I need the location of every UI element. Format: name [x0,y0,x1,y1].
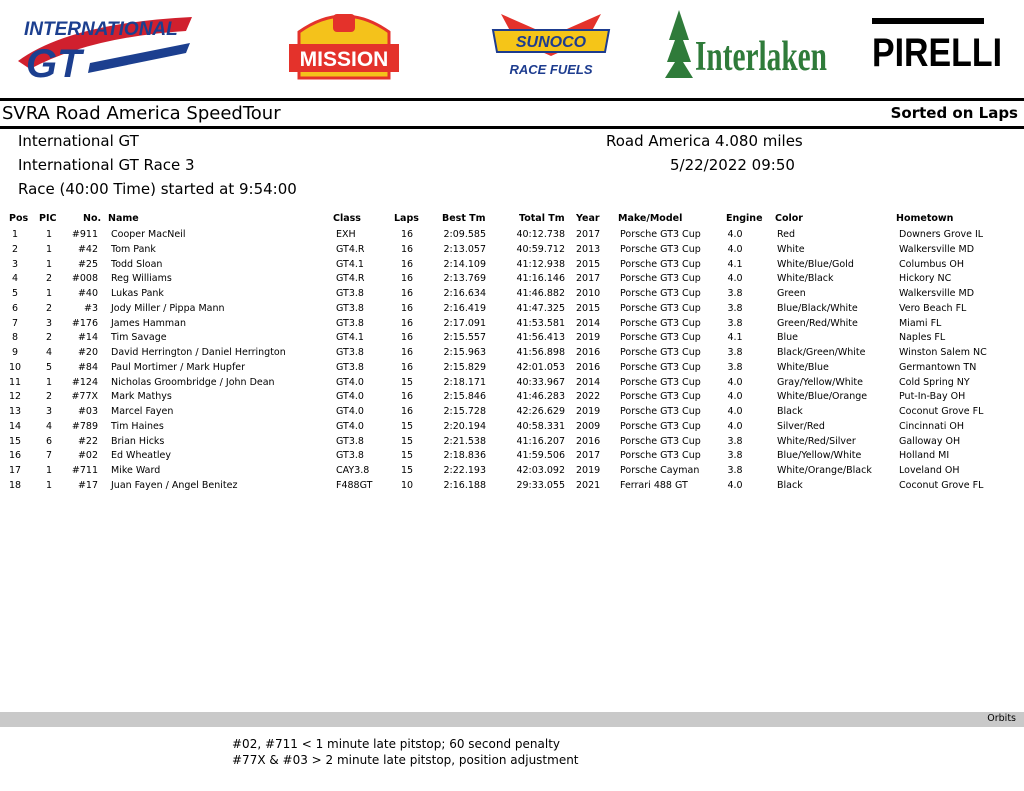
cell-no: #84 [77,361,98,373]
cell-no: #77X [71,391,98,403]
cell-pos: 2 [11,243,19,255]
cell-make: Porsche GT3 Cup [620,288,701,299]
cell-hometown: Vero Beach FL [899,302,967,314]
col-header-class: Class [333,213,361,224]
cell-best: 2:15.846 [443,391,486,403]
cell-make: Porsche GT3 Cup [620,450,701,462]
cell-engine: 3.8 [727,435,743,447]
cell-best: 2:18.171 [443,376,486,388]
cell-engine: 3.8 [727,347,743,358]
cell-make: Porsche Cayman [620,465,700,476]
cell-class: GT3.8 [336,361,364,373]
cell-hometown: Winston Salem NC [899,347,987,358]
cell-pos: 7 [11,317,19,329]
cell-no: #42 [77,243,98,255]
cell-laps: 16 [400,332,414,344]
cell-best: 2:09.585 [443,229,486,240]
cell-best: 2:15.728 [443,406,486,417]
cell-make: Porsche GT3 Cup [620,317,701,329]
race-start: Race (40:00 Time) started at 9:54:00 [18,180,297,198]
cell-pos: 17 [8,465,22,476]
cell-hometown: Put-In-Bay OH [899,391,966,403]
sunoco-logo-sub: RACE FUELS [509,62,593,77]
cell-class: GT3.8 [336,450,364,462]
cell-pos: 6 [11,302,19,314]
cell-year: 2016 [576,435,601,447]
cell-hometown: Cold Spring NY [899,376,970,388]
cell-total: 41:47.325 [516,302,565,314]
cell-no: #17 [77,479,98,491]
interlaken-logo [665,0,830,86]
cell-hometown: Walkersville MD [899,288,975,299]
table-row [0,332,1024,347]
cell-make: Porsche GT3 Cup [620,376,701,388]
cell-laps: 15 [400,450,414,462]
cell-total: 42:03.092 [516,465,565,476]
cell-hometown: Naples FL [899,332,946,344]
table-row [0,450,1024,465]
cell-year: 2021 [576,479,601,491]
cell-best: 2:16.188 [443,479,486,491]
cell-pos: 1 [11,229,19,240]
race-name: International GT Race 3 [18,156,195,174]
cell-no: #22 [77,435,98,447]
col-header-pos: Pos [9,213,29,224]
cell-best: 2:16.419 [443,302,486,314]
cell-total: 40:58.331 [516,420,565,432]
cell-name: Mike Ward [111,465,161,476]
cell-pic: 2 [45,273,53,285]
cell-year: 2014 [576,317,601,329]
cell-engine: 4.0 [727,243,743,255]
cell-color: White/Blue/Orange [777,391,868,403]
table-row [0,421,1024,436]
cell-color: Blue [777,332,799,344]
cell-pic: 1 [45,479,53,491]
cell-engine: 3.8 [727,361,743,373]
cell-no: #124 [71,376,98,388]
cell-color: Silver/Red [777,420,825,432]
cell-pic: 4 [45,347,53,358]
cell-name: James Hamman [111,317,187,329]
cell-engine: 4.0 [727,391,743,403]
cell-pic: 1 [45,258,53,270]
cell-best: 2:17.091 [443,317,486,329]
cell-pos: 8 [11,332,19,344]
col-header-make-model: Make/Model [618,213,683,224]
cell-engine: 4.0 [727,479,743,491]
cell-name: Brian Hicks [111,435,165,447]
col-header-best-time: Best Tm [442,213,486,224]
cell-color: Blue/Black/White [777,302,858,314]
cell-no: #03 [77,406,98,417]
cell-name: Reg Williams [111,273,172,285]
cell-hometown: Coconut Grove FL [899,479,984,491]
cell-color: White/Orange/Black [777,465,872,476]
cell-pic: 2 [45,391,53,403]
cell-color: Gray/Yellow/White [777,376,863,388]
cell-class: CAY3.8 [336,465,370,476]
cell-best: 2:21.538 [443,435,486,447]
cell-total: 42:01.053 [516,361,565,373]
cell-no: #14 [77,332,98,344]
cell-name: Paul Mortimer / Mark Hupfer [111,361,246,373]
cell-color: Green/Red/White [777,317,858,329]
cell-laps: 16 [400,406,414,417]
cell-laps: 16 [400,229,414,240]
cell-best: 2:15.963 [443,347,486,358]
cell-laps: 10 [400,479,414,491]
cell-hometown: Columbus OH [899,258,965,270]
cell-class: GT4.1 [336,258,364,270]
cell-make: Porsche GT3 Cup [620,302,701,314]
cell-class: GT4.0 [336,406,364,417]
table-row [0,259,1024,274]
track-name: Road America 4.080 miles [606,132,803,150]
cell-year: 2019 [576,332,601,344]
cell-laps: 16 [400,361,414,373]
cell-laps: 16 [400,347,414,358]
cell-total: 41:16.146 [516,273,565,285]
cell-laps: 15 [400,376,414,388]
penalty-note-2: #77X & #03 > 2 minute late pitstop, position adjustment [232,753,579,767]
cell-year: 2015 [576,302,601,314]
cell-best: 2:15.557 [443,332,486,344]
cell-class: GT4.1 [336,332,364,344]
cell-pic: 1 [45,229,53,240]
cell-name: Mark Mathys [111,391,172,403]
cell-laps: 15 [400,465,414,476]
cell-engine: 4.0 [727,420,743,432]
pirelli-logo [870,0,1008,86]
cell-pos: 16 [8,450,22,462]
cell-no: #20 [77,347,98,358]
cell-year: 2009 [576,420,601,432]
mission-logo-text: MISSION [299,48,389,71]
cell-hometown: Germantown TN [899,361,977,373]
cell-hometown: Downers Grove IL [899,229,984,240]
cell-total: 41:59.506 [516,450,565,462]
footer-bar [0,712,1024,727]
cell-laps: 16 [400,302,414,314]
international-gt-logo [10,0,200,86]
cell-best: 2:13.769 [443,273,486,285]
cell-class: GT4.R [336,273,365,285]
cell-name: Todd Sloan [111,258,163,270]
table-row [0,273,1024,288]
cell-total: 41:53.581 [516,317,565,329]
col-header-pic: PIC [39,213,57,224]
cell-total: 42:26.629 [516,406,565,417]
table-row [0,391,1024,406]
cell-class: GT3.8 [336,317,364,329]
cell-class: GT3.8 [336,435,364,447]
penalty-note-1: #02, #711 < 1 minute late pitstop; 60 second penalty [232,737,560,751]
cell-engine: 4.0 [727,273,743,285]
cell-name: Tom Pank [111,243,156,255]
table-row [0,436,1024,451]
cell-hometown: Walkersville MD [899,243,975,255]
cell-year: 2019 [576,406,601,417]
cell-laps: 16 [400,391,414,403]
cell-no: #911 [71,229,98,240]
cell-color: Black [777,479,803,491]
cell-class: EXH [336,229,356,240]
cell-year: 2017 [576,273,601,285]
cell-pic: 1 [45,465,53,476]
cell-pos: 5 [11,288,19,299]
table-row [0,229,1024,244]
cell-best: 2:22.193 [443,465,486,476]
cell-laps: 15 [400,435,414,447]
cell-pic: 7 [45,450,53,462]
cell-year: 2010 [576,288,601,299]
cell-color: Green [777,288,806,299]
cell-total: 41:16.207 [516,435,565,447]
cell-year: 2015 [576,258,601,270]
cell-laps: 16 [400,273,414,285]
cell-pic: 2 [45,302,53,314]
race-date-time: 5/22/2022 09:50 [670,156,795,174]
cell-pos: 11 [8,376,22,388]
cell-year: 2017 [576,229,601,240]
cell-name: Marcel Fayen [111,406,174,417]
cell-color: Black/Green/White [777,347,866,358]
cell-best: 2:20.194 [443,420,486,432]
pirelli-logo-text: PIRELLI [872,31,1002,75]
col-header-engine: Engine [726,213,763,224]
cell-class: GT3.8 [336,302,364,314]
cell-laps: 16 [400,288,414,299]
cell-name: Juan Fayen / Angel Benitez [111,479,238,491]
cell-engine: 3.8 [727,288,743,299]
cell-name: Jody Miller / Pippa Mann [111,302,225,314]
cell-make: Porsche GT3 Cup [620,332,701,344]
cell-best: 2:16.634 [443,288,486,299]
cell-engine: 3.8 [727,302,743,314]
mission-logo [285,0,403,86]
cell-color: White [777,243,805,255]
cell-pos: 14 [8,420,22,432]
cell-hometown: Loveland OH [899,465,960,476]
sunoco-logo-text: SUNOCO [515,34,587,51]
cell-name: Lukas Pank [111,288,164,299]
cell-pos: 3 [11,258,19,270]
col-header-laps: Laps [394,213,419,224]
header-rule-top [0,98,1024,101]
cell-make: Porsche GT3 Cup [620,273,701,285]
table-row [0,303,1024,318]
cell-name: Tim Haines [111,420,164,432]
cell-laps: 16 [400,258,414,270]
table-row [0,406,1024,421]
sunoco-logo [487,0,615,86]
cell-engine: 3.8 [727,450,743,462]
cell-hometown: Galloway OH [899,435,961,447]
cell-make: Porsche GT3 Cup [620,243,701,255]
igt-logo-text: INTERNATIONAL [24,19,178,40]
cell-color: White/Red/Silver [777,435,856,447]
cell-make: Porsche GT3 Cup [620,435,701,447]
cell-name: Cooper MacNeil [111,229,186,240]
header-rule-bottom [0,126,1024,129]
cell-color: Red [777,229,796,240]
cell-laps: 15 [400,420,414,432]
cell-engine: 4.1 [727,258,743,270]
cell-year: 2017 [576,450,601,462]
cell-pic: 4 [45,420,53,432]
table-row [0,244,1024,259]
cell-name: David Herrington / Daniel Herrington [111,347,286,358]
cell-class: GT4.0 [336,391,364,403]
cell-pic: 1 [45,376,53,388]
cell-no: #3 [83,302,98,314]
cell-pos: 4 [11,273,19,285]
cell-best: 2:14.109 [443,258,486,270]
cell-make: Porsche GT3 Cup [620,391,701,403]
cell-pic: 1 [45,243,53,255]
cell-color: Blue/Yellow/White [777,450,862,462]
cell-total: 41:46.283 [516,391,565,403]
cell-color: White/Blue/Gold [777,258,854,270]
cell-laps: 16 [400,243,414,255]
cell-make: Porsche GT3 Cup [620,347,701,358]
col-header-no: No. [83,213,102,224]
cell-make: Porsche GT3 Cup [620,420,701,432]
cell-no: #25 [77,258,98,270]
col-header-name: Name [108,213,139,224]
cell-total: 29:33.055 [516,479,565,491]
cell-best: 2:15.829 [443,361,486,373]
cell-no: #02 [77,450,98,462]
series-name: International GT [18,132,139,150]
cell-name: Ed Wheatley [111,450,171,462]
table-row [0,377,1024,392]
cell-year: 2019 [576,465,601,476]
cell-total: 40:59.712 [516,243,565,255]
cell-pos: 13 [8,406,22,417]
igt-logo-gt: GT [26,42,82,86]
table-row [0,288,1024,303]
cell-make: Porsche GT3 Cup [620,258,701,270]
cell-total: 41:46.882 [516,288,565,299]
table-row [0,465,1024,480]
cell-class: F488GT [336,479,373,491]
cell-year: 2016 [576,361,601,373]
cell-make: Ferrari 488 GT [620,479,688,491]
cell-class: GT3.8 [336,288,364,299]
cell-year: 2022 [576,391,601,403]
cell-color: Black [777,406,803,417]
cell-make: Porsche GT3 Cup [620,406,701,417]
cell-engine: 3.8 [727,317,743,329]
cell-total: 41:12.938 [516,258,565,270]
table-row [0,318,1024,333]
cell-engine: 4.0 [727,406,743,417]
cell-pos: 12 [8,391,22,403]
cell-best: 2:18.836 [443,450,486,462]
cell-class: GT3.8 [336,347,364,358]
cell-pic: 1 [45,288,53,299]
cell-pos: 10 [8,361,22,373]
cell-engine: 4.0 [727,376,743,388]
table-row [0,347,1024,362]
cell-year: 2013 [576,243,601,255]
cell-no: #008 [71,273,98,285]
cell-pic: 3 [45,406,53,417]
cell-pic: 3 [45,317,53,329]
cell-hometown: Miami FL [899,317,942,329]
cell-pic: 2 [45,332,53,344]
cell-pic: 5 [45,361,53,373]
interlaken-logo-text: Interlaken [695,34,827,80]
cell-engine: 4.1 [727,332,743,344]
cell-engine: 4.0 [727,229,743,240]
cell-hometown: Cincinnati OH [899,420,965,432]
cell-pos: 9 [11,347,19,358]
sort-label: Sorted on Laps [890,104,1018,122]
cell-no: #789 [71,420,98,432]
cell-year: 2016 [576,347,601,358]
cell-year: 2014 [576,376,601,388]
cell-hometown: Hickory NC [899,273,952,285]
cell-color: White/Black [777,273,834,285]
col-header-year: Year [576,213,600,224]
cell-name: Tim Savage [111,332,167,344]
cell-total: 41:56.898 [516,347,565,358]
cell-color: White/Blue [777,361,829,373]
cell-hometown: Holland MI [899,450,950,462]
col-header-color: Color [775,213,803,224]
cell-total: 41:56.413 [516,332,565,344]
cell-pos: 18 [8,479,22,491]
cell-engine: 3.8 [727,465,743,476]
cell-no: #40 [77,288,98,299]
event-title: SVRA Road America SpeedTour [2,103,281,124]
cell-class: GT4.R [336,243,365,255]
cell-no: #176 [71,317,98,329]
cell-make: Porsche GT3 Cup [620,361,701,373]
cell-best: 2:13.057 [443,243,486,255]
cell-pic: 6 [45,435,53,447]
cell-no: #711 [71,465,98,476]
table-row [0,362,1024,377]
cell-name: Nicholas Groombridge / John Dean [111,376,275,388]
col-header-total-time: Total Tm [519,213,565,224]
orbits-label: Orbits [987,713,1016,724]
cell-total: 40:33.967 [516,376,565,388]
cell-laps: 16 [400,317,414,329]
col-header-hometown: Hometown [896,213,954,224]
cell-class: GT4.0 [336,420,364,432]
cell-make: Porsche GT3 Cup [620,229,701,240]
cell-class: GT4.0 [336,376,364,388]
cell-pos: 15 [8,435,22,447]
cell-total: 40:12.738 [516,229,565,240]
table-row [0,480,1024,495]
cell-hometown: Coconut Grove FL [899,406,984,417]
